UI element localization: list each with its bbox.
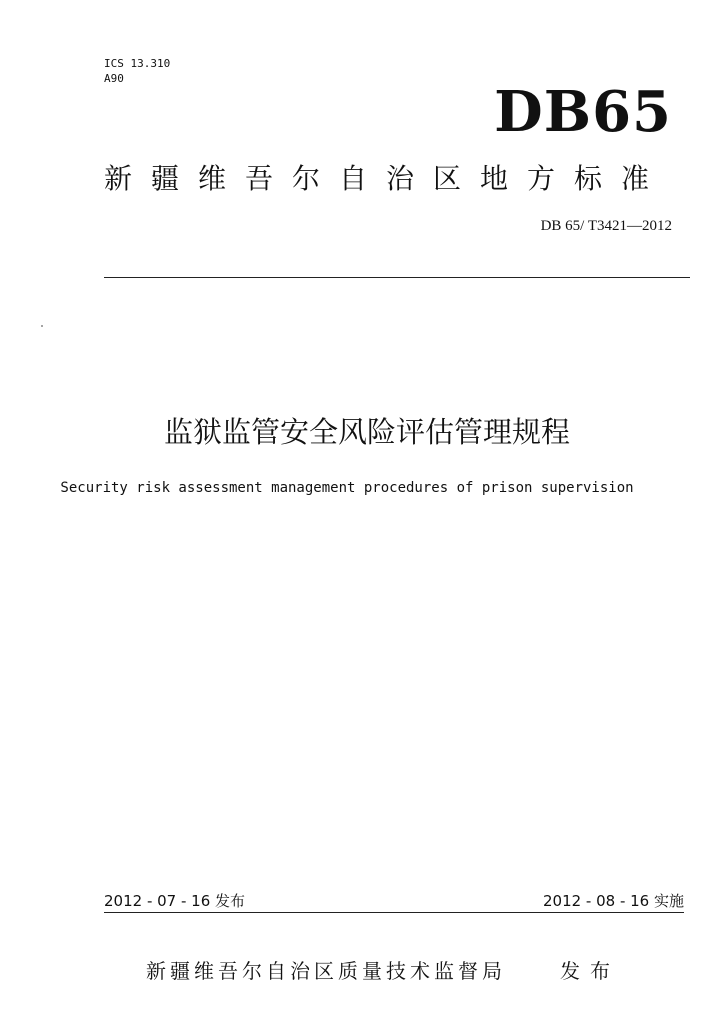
classification-codes — [104, 56, 170, 86]
standard-number: DB 65/ T3421—2012 — [540, 218, 672, 234]
ccs-code: A90 — [104, 72, 124, 85]
top-divider — [104, 277, 690, 278]
db65-logo: DB65 — [494, 79, 672, 145]
standard-type-heading: 新疆维吾尔自治区地方标准 — [104, 162, 669, 195]
scan-speck — [41, 325, 43, 327]
issuing-authority: 新疆维吾尔自治区质量技术监督局 — [146, 959, 506, 983]
issue-label: 发布 — [560, 959, 620, 983]
document-title-english: Security risk assessment management procedures of prison supervision — [60, 480, 634, 496]
bottom-divider — [104, 912, 684, 913]
document-title-chinese: 监狱监管安全风险评估管理规程 — [163, 415, 570, 449]
publish-date: 2012 - 07 - 16 发布 — [104, 892, 246, 910]
implementation-date: 2012 - 08 - 16 实施 — [542, 892, 684, 910]
ics-code: ICS 13.310 — [104, 57, 171, 70]
